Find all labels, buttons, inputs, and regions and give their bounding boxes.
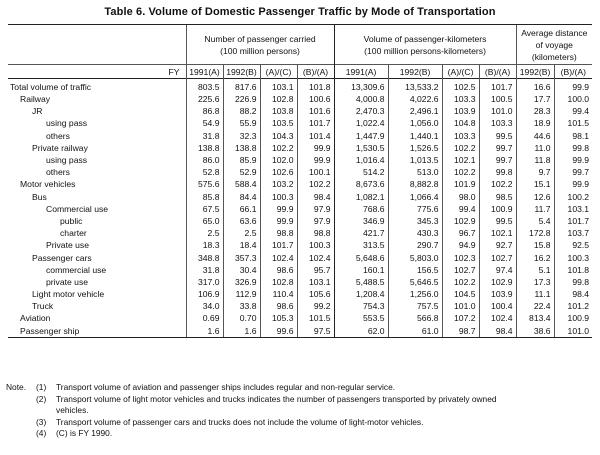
cell-value: 61.0 <box>388 325 442 338</box>
cell-value: 803.5 <box>186 79 223 94</box>
cell-value: 5,803.0 <box>388 251 442 263</box>
cell-value: 313.5 <box>334 239 388 251</box>
row-label: Passenger cars <box>32 252 92 263</box>
cell-value: 102.1 <box>442 154 479 166</box>
cell-value: 768.6 <box>334 203 388 215</box>
cell-value: 99.4 <box>554 105 592 117</box>
cell-value: 103.3 <box>442 93 479 105</box>
cell-value: 421.7 <box>334 227 388 239</box>
cell-value: 101.7 <box>260 239 297 251</box>
table-row <box>8 215 592 227</box>
cell-value: 99.2 <box>297 300 334 312</box>
row-label: Truck <box>32 301 54 312</box>
cell-value: 100.6 <box>297 93 334 105</box>
header-corner <box>8 25 186 65</box>
cell-value: 105.6 <box>297 288 334 300</box>
cell-value: 5,646.5 <box>388 276 442 288</box>
col-header: (A)/(C) <box>442 65 479 79</box>
cell-value: 430.3 <box>388 227 442 239</box>
cell-value: 9.7 <box>516 166 554 178</box>
table-row <box>8 288 592 300</box>
cell-value: 101.4 <box>297 130 334 142</box>
cell-value: 98.6 <box>260 264 297 276</box>
cell-value: 101.5 <box>554 117 592 129</box>
cell-value: 55.9 <box>223 117 260 129</box>
table-row <box>8 142 592 154</box>
cell-value: 33.8 <box>223 300 260 312</box>
cell-value: 102.4 <box>260 251 297 263</box>
cell-value: 4,000.8 <box>334 93 388 105</box>
cell-value: 98.0 <box>442 191 479 203</box>
cell-value: 5.4 <box>516 215 554 227</box>
cell-value: 102.2 <box>479 178 516 190</box>
cell-value: 84.4 <box>223 191 260 203</box>
cell-value: 775.6 <box>388 203 442 215</box>
table-row <box>8 79 592 94</box>
cell-value: 22.4 <box>516 300 554 312</box>
table-row <box>8 300 592 312</box>
cell-value: 103.3 <box>442 130 479 142</box>
cell-value: 98.6 <box>260 300 297 312</box>
cell-value: 103.1 <box>260 79 297 94</box>
cell-value: 31.8 <box>186 264 223 276</box>
cell-value: 8,673.6 <box>334 178 388 190</box>
cell-value: 99.9 <box>554 79 592 94</box>
cell-value: 99.5 <box>479 215 516 227</box>
cell-value: 52.8 <box>186 166 223 178</box>
cell-value: 100.4 <box>479 300 516 312</box>
table-row <box>8 251 592 263</box>
cell-value: 101.8 <box>297 79 334 94</box>
cell-value: 17.7 <box>516 93 554 105</box>
table-row <box>8 227 592 239</box>
row-label: Aviation <box>20 313 51 324</box>
note-number: (1) <box>36 382 47 392</box>
cell-value: 102.2 <box>442 142 479 154</box>
table-row <box>8 276 592 288</box>
cell-value: 101.6 <box>297 105 334 117</box>
cell-value: 18.9 <box>516 117 554 129</box>
cell-value: 757.5 <box>388 300 442 312</box>
row-label: Bus <box>32 191 47 202</box>
note-lead: Note. <box>6 382 27 392</box>
traffic-table <box>8 24 592 338</box>
cell-value: 101.8 <box>554 264 592 276</box>
cell-value: 553.5 <box>334 312 388 324</box>
cell-value: 54.9 <box>186 117 223 129</box>
cell-value: 102.1 <box>479 227 516 239</box>
row-label: public <box>60 215 83 226</box>
cell-value: 156.5 <box>388 264 442 276</box>
row-label: Passenger ship <box>8 325 186 338</box>
table-row <box>8 166 592 178</box>
cell-value: 357.3 <box>223 251 260 263</box>
col-header: 1992(B) <box>516 65 554 79</box>
cell-value: 514.2 <box>334 166 388 178</box>
cell-value: 4,022.6 <box>388 93 442 105</box>
cell-value: 8,882.8 <box>388 178 442 190</box>
cell-value: 99.8 <box>479 166 516 178</box>
cell-value: 101.2 <box>554 300 592 312</box>
note-2 <box>6 394 596 406</box>
col-header: (B)/(A) <box>479 65 516 79</box>
cell-value: 11.1 <box>516 288 554 300</box>
cell-value: 817.6 <box>223 79 260 94</box>
cell-value: 100.1 <box>297 166 334 178</box>
cell-value: 31.8 <box>186 130 223 142</box>
cell-value: 107.2 <box>442 312 479 324</box>
cell-value: 98.4 <box>554 288 592 300</box>
cell-value: 226.9 <box>223 93 260 105</box>
cell-value: 98.4 <box>479 325 516 338</box>
row-label: Private railway <box>32 142 88 153</box>
cell-value: 1,208.4 <box>334 288 388 300</box>
cell-value: 106.9 <box>186 288 223 300</box>
cell-value: 105.3 <box>260 312 297 324</box>
cell-value: 102.2 <box>442 276 479 288</box>
cell-value: 103.1 <box>554 203 592 215</box>
note-number: (2) <box>36 393 47 404</box>
cell-value: 98.5 <box>479 191 516 203</box>
cell-value: 103.9 <box>479 288 516 300</box>
cell-value: 0.70 <box>223 312 260 324</box>
cell-value: 513.0 <box>388 166 442 178</box>
cell-value: 103.3 <box>479 117 516 129</box>
cell-value: 101.5 <box>297 312 334 324</box>
table-row <box>8 105 592 117</box>
cell-value: 100.3 <box>260 191 297 203</box>
cell-value: 0.69 <box>186 312 223 324</box>
cell-value: 99.7 <box>479 142 516 154</box>
cell-value: 12.6 <box>516 191 554 203</box>
cell-value: 813.4 <box>516 312 554 324</box>
cell-value: 290.7 <box>388 239 442 251</box>
cell-value: 102.9 <box>479 276 516 288</box>
cell-value: 88.2 <box>223 105 260 117</box>
cell-value: 317.0 <box>186 276 223 288</box>
cell-value: 103.1 <box>297 276 334 288</box>
cell-value: 98.7 <box>442 325 479 338</box>
cell-value: 102.7 <box>479 251 516 263</box>
cell-value: 101.0 <box>479 105 516 117</box>
cell-value: 160.1 <box>334 264 388 276</box>
cell-value: 98.8 <box>297 227 334 239</box>
cell-value: 100.9 <box>479 203 516 215</box>
cell-value: 102.9 <box>442 215 479 227</box>
table-row <box>8 93 592 105</box>
cell-value: 99.8 <box>554 276 592 288</box>
note-3 <box>6 417 596 429</box>
cell-value: 102.4 <box>479 312 516 324</box>
row-label: private use <box>46 276 89 287</box>
cell-value: 101.7 <box>479 79 516 94</box>
table-row <box>8 117 592 129</box>
cell-value: 98.1 <box>554 130 592 142</box>
cell-value: 138.8 <box>186 142 223 154</box>
cell-value: 1.6 <box>186 325 223 338</box>
cell-value: 103.9 <box>442 105 479 117</box>
cell-value: 66.1 <box>223 203 260 215</box>
cell-value: 92.7 <box>479 239 516 251</box>
cell-value: 326.9 <box>223 276 260 288</box>
cell-value: 1,016.4 <box>334 154 388 166</box>
cell-value: 101.7 <box>554 215 592 227</box>
cell-value: 102.0 <box>260 154 297 166</box>
cell-value: 103.5 <box>260 117 297 129</box>
cell-value: 2,496.1 <box>388 105 442 117</box>
cell-value: 2.5 <box>223 227 260 239</box>
cell-value: 100.3 <box>554 251 592 263</box>
cell-value: 99.6 <box>260 325 297 338</box>
row-label: Motor vehicles <box>20 179 76 190</box>
cell-value: 1,526.5 <box>388 142 442 154</box>
cell-value: 63.6 <box>223 215 260 227</box>
cell-value: 99.9 <box>554 154 592 166</box>
table-row <box>8 191 592 203</box>
cell-value: 1.6 <box>223 325 260 338</box>
cell-value: 172.8 <box>516 227 554 239</box>
cell-value: 1,082.1 <box>334 191 388 203</box>
cell-value: 99.9 <box>297 154 334 166</box>
cell-value: 99.9 <box>297 142 334 154</box>
cell-value: 30.4 <box>223 264 260 276</box>
cell-value: 2.5 <box>186 227 223 239</box>
cell-value: 575.6 <box>186 178 223 190</box>
cell-value: 99.5 <box>479 130 516 142</box>
cell-value: 86.0 <box>186 154 223 166</box>
cell-value: 94.9 <box>442 239 479 251</box>
col-header: 1991(A) <box>334 65 388 79</box>
header-passengers-carried: Number of passenger carried (100 million persons) <box>186 25 334 65</box>
cell-value: 100.5 <box>479 93 516 105</box>
cell-value: 110.4 <box>260 288 297 300</box>
cell-value: 44.6 <box>516 130 554 142</box>
note-text: Transport volume of aviation and passenger ships includes regular and non-regular service. <box>56 382 396 392</box>
cell-value: 104.3 <box>260 130 297 142</box>
cell-value: 103.2 <box>260 178 297 190</box>
col-header: 1991(A) <box>186 65 223 79</box>
cell-value: 18.3 <box>186 239 223 251</box>
cell-value: 1,056.0 <box>388 117 442 129</box>
cell-value: 102.8 <box>260 93 297 105</box>
cell-value: 97.9 <box>297 215 334 227</box>
cell-value: 99.9 <box>260 215 297 227</box>
table-row <box>8 203 592 215</box>
cell-value: 67.5 <box>186 203 223 215</box>
row-label: using pass <box>46 118 88 129</box>
cell-value: 566.8 <box>388 312 442 324</box>
table-row <box>8 325 592 338</box>
table-title: Table 6. Volume of Domestic Passenger Traffic by Mode of Transportation <box>104 6 496 18</box>
note-4 <box>6 428 596 440</box>
cell-value: 15.8 <box>516 239 554 251</box>
cell-value: 754.3 <box>334 300 388 312</box>
note-1 <box>6 382 596 394</box>
cell-value: 102.8 <box>260 276 297 288</box>
cell-value: 95.7 <box>297 264 334 276</box>
cell-value: 1,530.5 <box>334 142 388 154</box>
cell-value: 96.7 <box>442 227 479 239</box>
cell-value: 99.7 <box>554 166 592 178</box>
cell-value: 112.9 <box>223 288 260 300</box>
cell-value: 1,022.4 <box>334 117 388 129</box>
header-average-distance: Average distance of voyage (kilometers) <box>516 25 592 65</box>
row-label: JR <box>32 106 43 117</box>
cell-value: 100.2 <box>554 191 592 203</box>
cell-value: 13,533.2 <box>388 79 442 94</box>
col-header: (A)/(C) <box>260 65 297 79</box>
row-label: charter <box>60 228 87 239</box>
cell-value: 101.0 <box>554 325 592 338</box>
cell-value: 345.3 <box>388 215 442 227</box>
table-body <box>8 79 592 338</box>
cell-value: 16.6 <box>516 79 554 94</box>
note-number: (4) <box>36 428 47 439</box>
header-passenger-km: Volume of passenger-kilometers (100 million persons-kilometers) <box>334 25 516 65</box>
cell-value: 97.4 <box>479 264 516 276</box>
header-fy: FY <box>8 65 186 79</box>
cell-value: 1,066.4 <box>388 191 442 203</box>
cell-value: 11.8 <box>516 154 554 166</box>
table-row <box>8 239 592 251</box>
cell-value: 102.6 <box>260 166 297 178</box>
cell-value: 65.0 <box>186 215 223 227</box>
cell-value: 104.5 <box>442 288 479 300</box>
note-text: vehicles. <box>56 405 89 416</box>
cell-value: 52.9 <box>223 166 260 178</box>
header-row-columns <box>8 65 592 79</box>
cell-value: 16.2 <box>516 251 554 263</box>
row-label: commercial use <box>46 264 107 275</box>
note-text: Transport volume of passenger cars and trucks does not include the volume of light-motor vehicles. <box>56 416 424 427</box>
cell-value: 11.0 <box>516 142 554 154</box>
note-number: (3) <box>36 416 47 427</box>
cell-value: 85.9 <box>223 154 260 166</box>
cell-value: 100.0 <box>554 93 592 105</box>
cell-value: 62.0 <box>334 325 388 338</box>
cell-value: 104.8 <box>442 117 479 129</box>
cell-value: 102.7 <box>442 264 479 276</box>
row-label: using pass <box>46 155 88 166</box>
cell-value: 346.9 <box>334 215 388 227</box>
cell-value: 99.7 <box>479 154 516 166</box>
cell-value: 103.8 <box>260 105 297 117</box>
cell-value: 85.8 <box>186 191 223 203</box>
table-row <box>8 312 592 324</box>
note-2-continued <box>6 405 596 417</box>
table-row <box>8 178 592 190</box>
notes <box>6 382 596 440</box>
cell-value: 588.4 <box>223 178 260 190</box>
row-label: others <box>46 130 70 141</box>
cell-value: 5,488.5 <box>334 276 388 288</box>
cell-value: 101.9 <box>442 178 479 190</box>
cell-value: 348.8 <box>186 251 223 263</box>
row-label: Railway <box>20 94 51 105</box>
cell-value: 97.9 <box>297 203 334 215</box>
cell-value: 101.7 <box>297 117 334 129</box>
col-header: 1992(B) <box>388 65 442 79</box>
col-header: (B)/(A) <box>297 65 334 79</box>
cell-value: 99.9 <box>554 178 592 190</box>
cell-value: 99.4 <box>442 203 479 215</box>
cell-value: 32.3 <box>223 130 260 142</box>
cell-value: 102.3 <box>442 251 479 263</box>
row-label: others <box>46 167 70 178</box>
cell-value: 102.5 <box>442 79 479 94</box>
cell-value: 17.3 <box>516 276 554 288</box>
cell-value: 1,256.0 <box>388 288 442 300</box>
cell-value: 34.0 <box>186 300 223 312</box>
table-row <box>8 130 592 142</box>
cell-value: 225.6 <box>186 93 223 105</box>
cell-value: 103.7 <box>554 227 592 239</box>
col-header: (B)/(A) <box>554 65 592 79</box>
cell-value: 92.5 <box>554 239 592 251</box>
cell-value: 99.9 <box>260 203 297 215</box>
cell-value: 98.8 <box>260 227 297 239</box>
cell-value: 102.2 <box>260 142 297 154</box>
cell-value: 102.2 <box>297 178 334 190</box>
cell-value: 86.8 <box>186 105 223 117</box>
cell-value: 138.8 <box>223 142 260 154</box>
cell-value: 2,470.3 <box>334 105 388 117</box>
cell-value: 101.0 <box>442 300 479 312</box>
cell-value: 97.5 <box>297 325 334 338</box>
note-text: Transport volume of light motor vehicles and trucks indicates the number of passengers transported by privately owned <box>56 393 497 404</box>
cell-value: 38.6 <box>516 325 554 338</box>
cell-value: 98.4 <box>297 191 334 203</box>
note-text: (C) is FY 1990. <box>56 428 113 439</box>
cell-value: 28.3 <box>516 105 554 117</box>
cell-value: 5.1 <box>516 264 554 276</box>
table-row <box>8 154 592 166</box>
cell-value: 13,309.6 <box>334 79 388 94</box>
row-label: Commercial use <box>46 203 109 214</box>
cell-value: 18.4 <box>223 239 260 251</box>
row-label: Total volume of traffic <box>8 79 186 94</box>
cell-value: 102.2 <box>442 166 479 178</box>
cell-value: 99.8 <box>554 142 592 154</box>
table-row <box>8 264 592 276</box>
cell-value: 100.9 <box>554 312 592 324</box>
cell-value: 1,013.5 <box>388 154 442 166</box>
header-row-groups <box>8 25 592 65</box>
row-label: Light motor vehicle <box>32 289 105 300</box>
cell-value: 102.4 <box>297 251 334 263</box>
cell-value: 15.1 <box>516 178 554 190</box>
cell-value: 100.3 <box>297 239 334 251</box>
row-label: Private use <box>46 240 89 251</box>
cell-value: 1,440.1 <box>388 130 442 142</box>
cell-value: 11.7 <box>516 203 554 215</box>
col-header: 1992(B) <box>223 65 260 79</box>
cell-value: 1,447.9 <box>334 130 388 142</box>
cell-value: 5,648.6 <box>334 251 388 263</box>
